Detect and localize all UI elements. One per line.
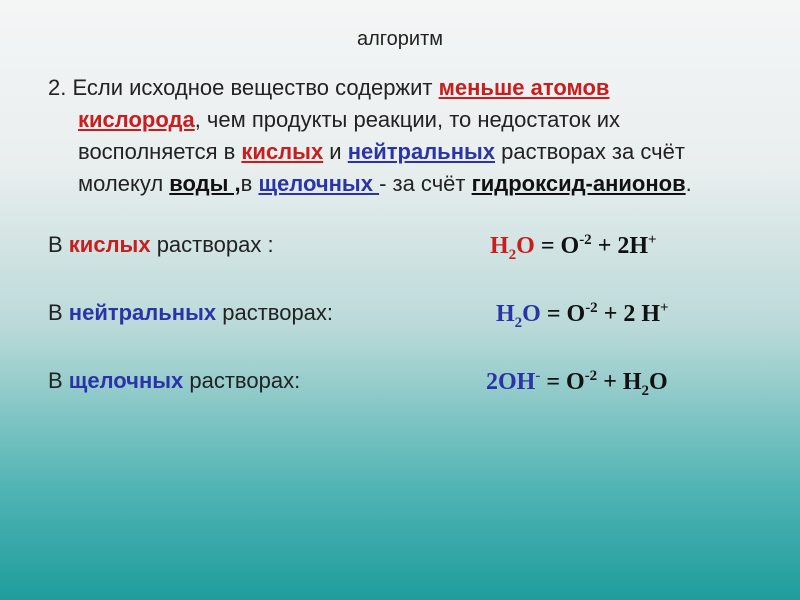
paragraph-text: и — [323, 139, 348, 164]
highlight-acidic: кислых — [241, 139, 324, 164]
row-label — [48, 232, 274, 258]
eq-sub: 2 — [641, 382, 650, 399]
eq-h: H — [490, 233, 509, 259]
eq-part: = O — [540, 301, 586, 327]
eq-o: O — [516, 233, 535, 259]
acidic-equation — [490, 232, 657, 264]
row-suffix: растворах: — [183, 368, 301, 393]
eq-sub: 2 — [514, 314, 523, 331]
paragraph-text: восполняется в — [78, 139, 242, 164]
paragraph-text: молекул — [78, 171, 170, 196]
eq-sup: -2 — [579, 232, 592, 248]
paragraph-text: 2. Если исходное вещество содержит — [48, 75, 439, 100]
eq-part: + 2H — [591, 233, 649, 259]
acidic-row — [48, 232, 768, 266]
slide-title: алгоритм — [357, 28, 443, 50]
row-label — [48, 300, 333, 326]
highlight-oxygen: кислорода — [78, 107, 195, 132]
eq-sup: + — [648, 232, 657, 248]
eq-sup: + — [660, 300, 669, 316]
eq-part: + 2 H — [597, 301, 661, 327]
eq-sup: -2 — [585, 300, 598, 316]
eq-part: = O — [534, 233, 580, 259]
eq-o: O — [649, 369, 668, 395]
eq-oh: 2OH — [486, 369, 536, 395]
algorithm-paragraph — [48, 72, 768, 200]
highlight-water: воды , — [169, 171, 241, 196]
eq-part: = O — [540, 369, 585, 395]
eq-sub: 2 — [508, 246, 517, 263]
eq-sup: -2 — [584, 368, 598, 384]
eq-part: + H — [597, 369, 642, 395]
row-suffix: растворах: — [216, 300, 334, 325]
paragraph-text: в — [240, 171, 259, 196]
paragraph-line-3 — [48, 136, 768, 168]
paragraph-text: . — [685, 171, 692, 196]
highlight-hydroxide-anions: гидроксид-анионов — [471, 171, 686, 196]
paragraph-text: растворах за счёт — [495, 139, 685, 164]
paragraph-line-1 — [48, 72, 768, 104]
eq-o: O — [522, 301, 541, 327]
row-label — [48, 368, 300, 394]
row-keyword-neutral: нейтральных — [68, 300, 217, 325]
row-prefix: В — [48, 232, 69, 257]
paragraph-text: , чем продукты реакции, то недостаток их — [194, 107, 621, 132]
paragraph-line-4 — [48, 168, 768, 200]
row-suffix: растворах : — [150, 232, 274, 257]
eq-sup: - — [535, 368, 541, 384]
row-keyword-acidic: кислых — [68, 232, 151, 257]
paragraph-line-2 — [48, 104, 768, 136]
highlight-neutral: нейтральных — [347, 139, 496, 164]
neutral-row — [48, 300, 768, 334]
alkaline-row — [48, 368, 768, 402]
alkaline-equation — [486, 368, 668, 400]
row-prefix: В — [48, 368, 69, 393]
row-prefix: В — [48, 300, 69, 325]
paragraph-text: - за счёт — [379, 171, 472, 196]
eq-h: H — [496, 301, 515, 327]
neutral-equation — [496, 300, 669, 332]
highlight-fewer-atoms: меньше атомов — [438, 75, 610, 100]
row-keyword-alkaline: щелочных — [68, 368, 184, 393]
highlight-alkaline: щелочных — [258, 171, 380, 196]
